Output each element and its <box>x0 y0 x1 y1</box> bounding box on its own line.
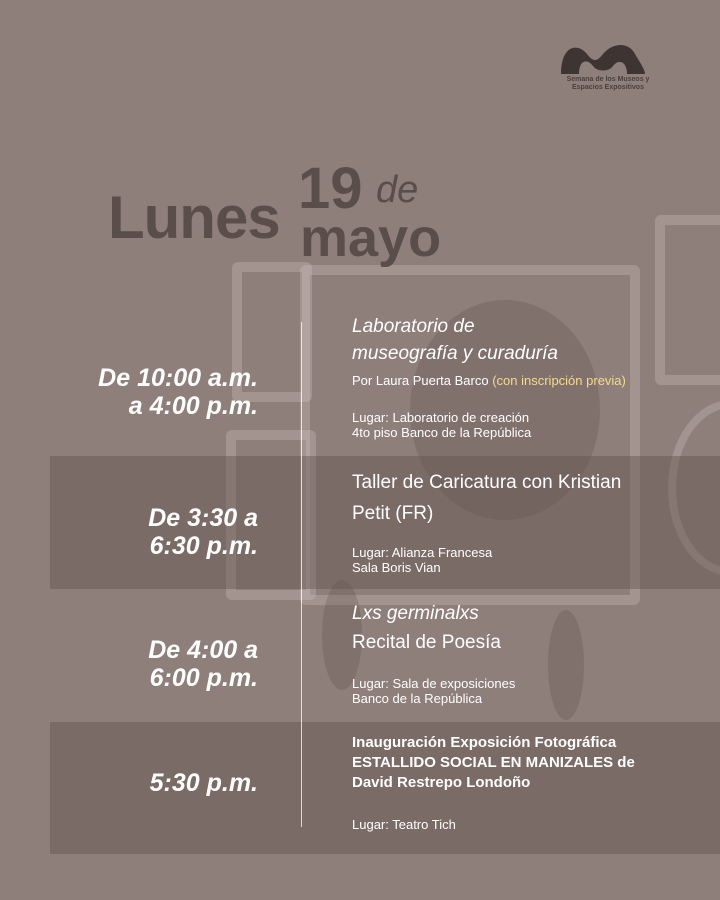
event-details <box>352 600 692 706</box>
event-time-line: 6:00 p.m. <box>149 664 258 692</box>
event-title-line: museografía y curaduría <box>352 343 558 364</box>
event-title-line: ESTALLIDO SOCIAL EN MANIZALES de <box>352 754 635 771</box>
event-time-line: De 10:00 a.m. <box>98 364 258 392</box>
event-time-line: De 3:30 a <box>148 504 258 532</box>
event-place-line: Banco de la República <box>352 691 483 706</box>
event-time-line: 5:30 p.m. <box>149 769 258 797</box>
event-place-line: Sala Boris Vian <box>352 560 441 575</box>
event-time-line: De 4:00 a <box>148 636 258 664</box>
event-title-line: Taller de Caricatura con Kristian <box>352 472 622 493</box>
registration-note: (con inscripción previa) <box>492 373 626 388</box>
event-details <box>352 313 692 440</box>
logo-caption-line2: Espacios Expositivos <box>572 84 644 91</box>
event-time <box>98 364 258 420</box>
logo-caption-line1: Semana de los Museos y <box>566 76 650 83</box>
heading-day: Lunes <box>108 184 280 251</box>
event-details <box>352 733 692 832</box>
event-title-line: Inauguración Exposición Fotográfica <box>352 734 617 751</box>
event-title-line: Recital de Poesía <box>352 632 501 653</box>
event-time-line: 6:30 p.m. <box>149 532 258 560</box>
event-details <box>352 467 692 575</box>
event-title-line: Laboratorio de <box>352 316 475 337</box>
event-place-line: Lugar: Sala de exposiciones <box>352 676 516 691</box>
event-time <box>148 636 258 692</box>
heading-de: de <box>376 169 419 211</box>
event-place-line: Lugar: Laboratorio de creación <box>352 410 530 425</box>
heading-month: mayo <box>300 208 442 268</box>
event-time-line: a 4:00 p.m. <box>128 392 258 420</box>
heading-number: 19 <box>298 156 363 221</box>
event-title-line: Petit (FR) <box>352 503 434 524</box>
event-logo <box>553 40 663 92</box>
event-place-line: Lugar: Alianza Francesa <box>352 545 493 560</box>
museum-week-logo-icon <box>557 40 647 76</box>
event-time <box>150 769 258 797</box>
event-time <box>148 504 258 560</box>
event-place-line: 4to piso Banco de la República <box>352 425 532 440</box>
event-title-line: Lxs germinalxs <box>352 603 479 624</box>
event-presenter <box>352 373 692 388</box>
timeline-divider <box>301 322 302 827</box>
event-title-line: David Restrepo Londoño <box>352 774 531 791</box>
event-presenter-name: Por Laura Puerta Barco <box>352 373 489 388</box>
event-place-line: Lugar: Teatro Tich <box>352 817 456 832</box>
